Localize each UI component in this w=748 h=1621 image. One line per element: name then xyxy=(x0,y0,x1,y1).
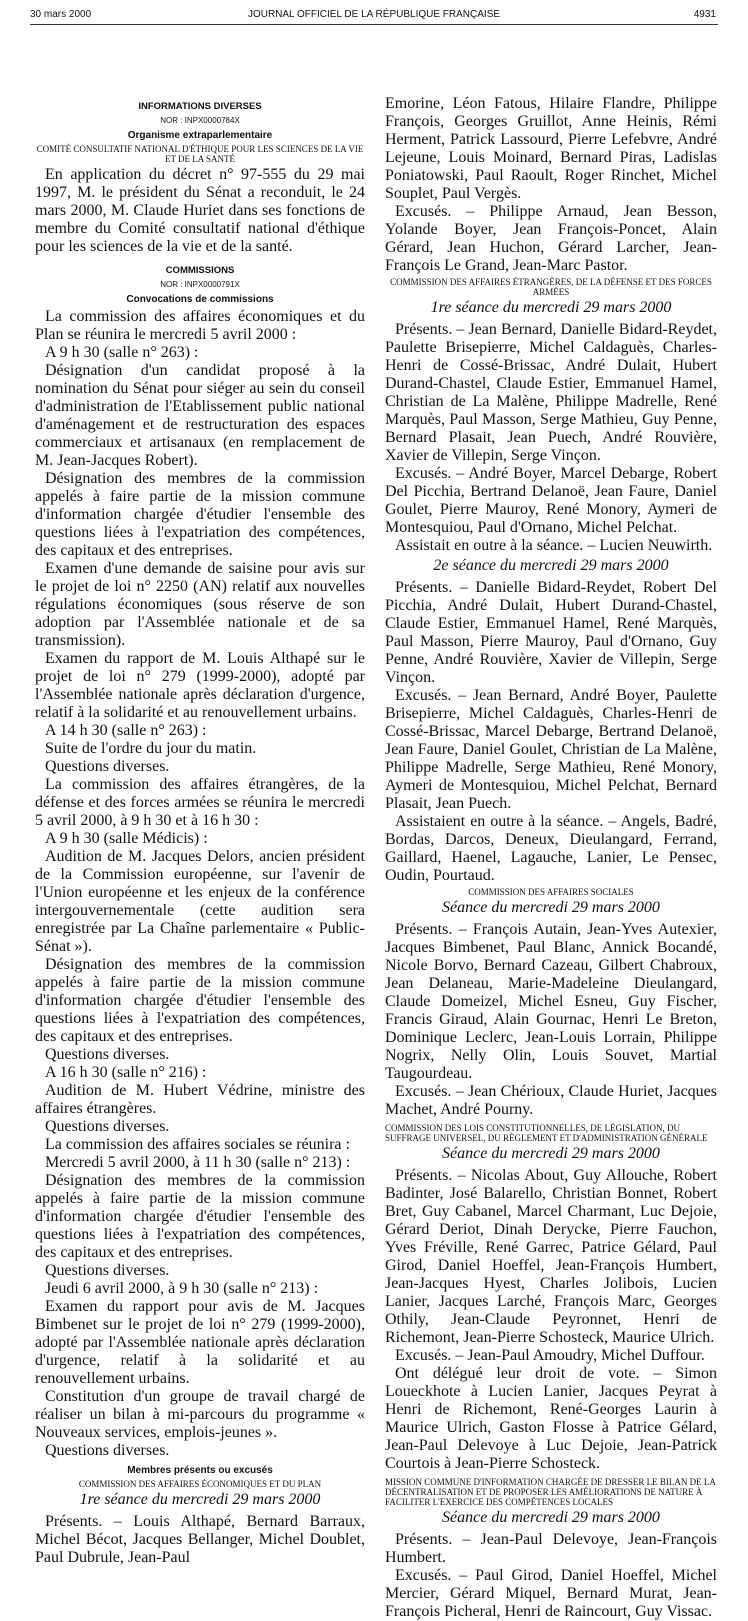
sub-heading: Convocations de commissions xyxy=(126,294,274,305)
left-column xyxy=(35,92,365,1566)
sub-heading: Membres présents ou excusés xyxy=(127,1465,273,1476)
header-rule xyxy=(30,24,718,25)
paragraph-continued: Emorine, Léon Fatous, Hilaire Flandre, Philippe François, Georges Gruillot, Anne Heinis, Rémi Herment, Patrick Lassourd, Pierre Lefebvre, André Lejeune, Louis Moinard, Bernard Piras, Ladislas Poniatowski, Paul Raoult, Roger Rinchet, Michel Souplet, Paul Vergès. xyxy=(385,95,717,202)
paragraph: Désignation des membres de la commission appelés à faire partie de la mission commune d'information chargée d'étudier l'ensemble des questions liées à l'expatriation des compétences, des capitaux et des entreprises. xyxy=(35,470,365,559)
paragraph: Audition de M. Hubert Védrine, ministre des affaires étrangères. xyxy=(35,1082,365,1117)
paragraph: Questions diverses. xyxy=(45,1262,170,1279)
paragraph: La commission des affaires étrangères, de la défense et des forces armées se réunira le mercredi 5 avril 2000, à 9 h 30 et à 16 h 30 : xyxy=(35,776,365,829)
paragraph: Ont délégué leur droit de vote. – Simon Loueckhote à Lucien Lanier, Jacques Peyrat à Henri de Richemont, René-Georges Laurin à Maurice Ulrich, Gaston Flosse à Patrice Gélard, Jean-Paul Delevoye à Luc Dejoie, Jean-Patrick Courtois à Jean-Pierre Schosteck. xyxy=(385,1365,717,1472)
paragraph: Assistaient en outre à la séance. – Angels, Badré, Bordas, Darcos, Deneux, Dieulangard, Ferrand, Gaillard, Haenel, Lagauche, Lanier, Le Pensec, Oudin, Pourtaud. xyxy=(385,813,717,884)
paragraph: Questions diverses. xyxy=(45,758,170,775)
paragraph: Constitution d'un groupe de travail chargé de réaliser un bilan à mi-parcours du programme « Nouveaux services, emplois-jeunes ». xyxy=(35,1388,365,1441)
paragraph: Examen du rapport pour avis de M. Jacques Bimbenet sur le projet de loi n° 279 (1999-2000), adopté par l'Assemblée nationale après déclaration d'urgence, relatif à la solidarité et au renouvellement urbains. xyxy=(35,1298,365,1387)
paragraph: A 14 h 30 (salle n° 263) : xyxy=(45,722,207,739)
paragraph: En application du décret n° 97-555 du 29 mai 1997, M. le président du Sénat a reconduit, le 24 mars 2000, M. Claude Huriet dans ses fonctions de membre du Comité consultatif national d'éthique pour les sciences de la vie et de la santé. xyxy=(35,166,365,255)
committee-title: COMMISSION DES AFFAIRES SOCIALES xyxy=(468,887,634,897)
paragraph: Excusés. – Jean Bernard, André Boyer, Paulette Brisepierre, Michel Caldaguès, Charles-Henri de Cossé-Brissac, Marcel Debarge, Bertrand Delanoë, Jean Faure, Daniel Goulet, Christian de La Malène, Philippe Madrelle, Serge Mathieu, René Monory, Aymeri de Montesquiou, Michel Pelchat, Bernard Plasait, Jean Puech. xyxy=(385,687,717,812)
paragraph: Présents. – Jean-Paul Delevoye, Jean-François Humbert. xyxy=(385,1531,717,1566)
committee-title: COMMISSION DES AFFAIRES ÉCONOMIQUES ET DU PLAN xyxy=(78,1479,322,1489)
paragraph: Désignation des membres de la commission appelés à faire partie de la mission commune d'information chargée d'étudier l'ensemble des questions liées à l'expatriation des compétences, des capitaux et des entreprises. xyxy=(35,956,365,1045)
paragraph: Présents. – Nicolas About, Guy Allouche, Robert Badinter, José Balarello, Christian Bonnet, Robert Bret, Guy Cabanel, Marcel Charmant, Luc Dejoie, Gérard Deriot, Dinah Derycke, Pierre Fauchon, Yves Fréville, René Garrec, Patrice Gélard, Paul Girod, Daniel Hoeffel, Jean-François Humbert, Jean-Jacques Hyest, Charles Jolibois, Lucien Lanier, Jacques Larché, François Marc, Georges Othily, Jean-Claude Peyronnet, Henri de Richemont, Jean-Pierre Schosteck, Maurice Ulrich. xyxy=(385,1167,717,1346)
paragraph: Questions diverses. xyxy=(45,1442,170,1459)
right-column xyxy=(385,95,717,1620)
paragraph: Excusés. – Jean Chérioux, Claude Huriet, Jacques Machet, André Pourny. xyxy=(385,1083,717,1118)
paragraph: Excusés. – Philippe Arnaud, Jean Besson, Yolande Boyer, Jean François-Poncet, Alain Gérard, Jean Huchon, Gérard Larcher, Jean-François Le Grand, Jean-Marc Pastor. xyxy=(385,203,717,274)
committee-title: COMMISSION DES LOIS CONSTITUTIONNELLES, DE LÉGISLATION, DU SUFFRAGE UNIVERSEL, DU RÈGLEMENT ET D'ADMINISTRATION GÉNÉRALE xyxy=(385,1123,708,1143)
session-date: Séance du mercredi 29 mars 2000 xyxy=(442,1145,660,1162)
paragraph: Audition de M. Jacques Delors, ancien président de la Commission européenne, sur l'avenir de l'Union européenne et les enjeux de la conférence intergouvernementale (cette audition sera enregistrée par La Chaîne parlementaire « Public-Sénat »). xyxy=(35,848,365,955)
committee-title: MISSION COMMUNE D'INFORMATION CHARGÉE DE DRESSER LE BILAN DE LA DÉCENTRALISATION ET DE PROPOSER LES AMÉLIORATIONS DE NATURE À FACILITER L'EXERCICE DES COMPÉTENCES LOCALES xyxy=(385,1477,716,1507)
paragraph: Excusés. – Jean-Paul Amoudry, Michel Duffour. xyxy=(395,1347,705,1364)
sub-heading: Organisme extraparlementaire xyxy=(127,130,273,141)
paragraph: Présents. – Louis Althapé, Bernard Barraux, Michel Bécot, Jacques Bellanger, Michel Doublet, Paul Dubrule, Jean-Paul xyxy=(35,1513,365,1566)
paragraph: Examen du rapport de M. Louis Althapé sur le projet de loi n° 279 (1999-2000), adopté par l'Assemblée nationale après déclaration d'urgence, relatif à la solidarité et au renouvellement urbains. xyxy=(35,650,365,721)
paragraph: Assistait en outre à la séance. – Lucien Neuwirth. xyxy=(395,537,713,554)
paragraph: Examen d'une demande de saisine pour avis sur le projet de loi n° 2250 (AN) relatif aux nouvelles régulations économiques (sous réserve de son adoption par l'Assemblée nationale et de sa transmission). xyxy=(35,560,365,649)
section-heading: INFORMATIONS DIVERSES xyxy=(138,101,262,112)
session-date: Séance du mercredi 29 mars 2000 xyxy=(442,1509,660,1526)
page-header xyxy=(0,0,748,22)
header-date: 30 mars 2000 xyxy=(30,9,92,20)
paragraph: Désignation d'un candidat proposé à la nomination du Sénat pour siéger au sein du conseil d'administration de l'Etablissement public national d'aménagement et de restructuration des espaces commerciaux et artisanaux (en remplacement de M. Jean-Jacques Robert). xyxy=(35,362,365,469)
paragraph: A 16 h 30 (salle n° 216) : xyxy=(45,1064,207,1081)
header-title: JOURNAL OFFICIEL DE LA RÉPUBLIQUE FRANÇAISE xyxy=(247,9,501,20)
committee-title: COMMISSION DES AFFAIRES ÉTRANGÈRES, DE LA DÉFENSE ET DES FORCES ARMÉES xyxy=(390,277,712,297)
session-date: 1re séance du mercredi 29 mars 2000 xyxy=(79,1491,321,1508)
section-heading: COMMISSIONS xyxy=(165,265,235,276)
paragraph: A 9 h 30 (salle Médicis) : xyxy=(45,830,208,847)
paragraph: Présents. – François Autain, Jean-Yves Autexier, Jacques Bimbenet, Paul Blanc, Annick Bocandé, Nicole Borvo, Bernard Cazeau, Gilbert Chabroux, Jean Delaneau, Marie-Madeleine Dieulangard, Claude Domeizel, Michel Esneu, Guy Fischer, Francis Giraud, Alain Gournac, Henri Le Breton, Dominique Leclerc, Jean-Louis Lorrain, Philippe Nogrix, Nelly Olin, Louis Souvet, Martial Taugourdeau. xyxy=(385,921,717,1082)
paragraph: Excusés. – André Boyer, Marcel Debarge, Robert Del Picchia, Bertrand Delanoë, Jean Faure, Daniel Goulet, Pierre Mauroy, René Monory, Aymeri de Montesquiou, Paul d'Ornano, Michel Pelchat. xyxy=(385,465,717,536)
paragraph: Excusés. – Paul Girod, Daniel Hoeffel, Michel Mercier, Gérard Miquel, Bernard Murat, Jean-François Picheral, Henri de Raincourt, Guy Vissac. xyxy=(385,1567,717,1620)
paragraph: Présents. – Jean Bernard, Danielle Bidard-Reydet, Paulette Brisepierre, Michel Caldaguès, Charles-Henri de Cossé-Brissac, André Dulait, Hubert Durand-Chastel, Claude Estier, Emmanuel Hamel, Christian de La Malène, Philippe Madrelle, René Marquès, Paul Masson, Serge Mathieu, Guy Penne, Bernard Plasait, Jean Puech, André Rouvière, Xavier de Villepin, Serge Vinçon. xyxy=(385,321,717,464)
session-date: Séance du mercredi 29 mars 2000 xyxy=(442,899,660,916)
session-date: 1re séance du mercredi 29 mars 2000 xyxy=(430,299,672,316)
paragraph: Jeudi 6 avril 2000, à 9 h 30 (salle n° 213) : xyxy=(45,1280,319,1297)
paragraph: Désignation des membres de la commission appelés à faire partie de la mission commune d'information chargée d'étudier l'ensemble des questions liées à l'expatriation des compétences, des capitaux et des entreprises. xyxy=(35,1172,365,1261)
paragraph: Suite de l'ordre du jour du matin. xyxy=(45,740,257,757)
session-date: 2e séance du mercredi 29 mars 2000 xyxy=(433,557,669,574)
paragraph: Présents. – Danielle Bidard-Reydet, Robert Del Picchia, André Dulait, Hubert Durand-Chastel, Claude Estier, Emmanuel Hamel, René Marquès, Paul Masson, Pierre Mauroy, Paul d'Ornano, Guy Penne, André Rouvière, Xavier de Villepin, Serge Vinçon. xyxy=(385,579,717,686)
header-page-number: 4931 xyxy=(693,9,716,20)
paragraph: A 9 h 30 (salle n° 263) : xyxy=(45,344,199,361)
paragraph: Mercredi 5 avril 2000, à 11 h 30 (salle n° 213) : xyxy=(45,1154,351,1171)
paragraph: Questions diverses. xyxy=(45,1118,170,1135)
paragraph: Questions diverses. xyxy=(45,1046,170,1063)
committee-title: COMITÉ CONSULTATIF NATIONAL D'ÉTHIQUE POUR LES SCIENCES DE LA VIE ET DE LA SANTÉ xyxy=(36,144,364,164)
paragraph: La commission des affaires sociales se réunira : xyxy=(45,1136,350,1153)
nor-reference: NOR : INPX0000791X xyxy=(160,280,240,289)
nor-reference: NOR : INPX0000784X xyxy=(160,116,240,125)
paragraph: La commission des affaires économiques et du Plan se réunira le mercredi 5 avril 2000 : xyxy=(35,308,365,343)
